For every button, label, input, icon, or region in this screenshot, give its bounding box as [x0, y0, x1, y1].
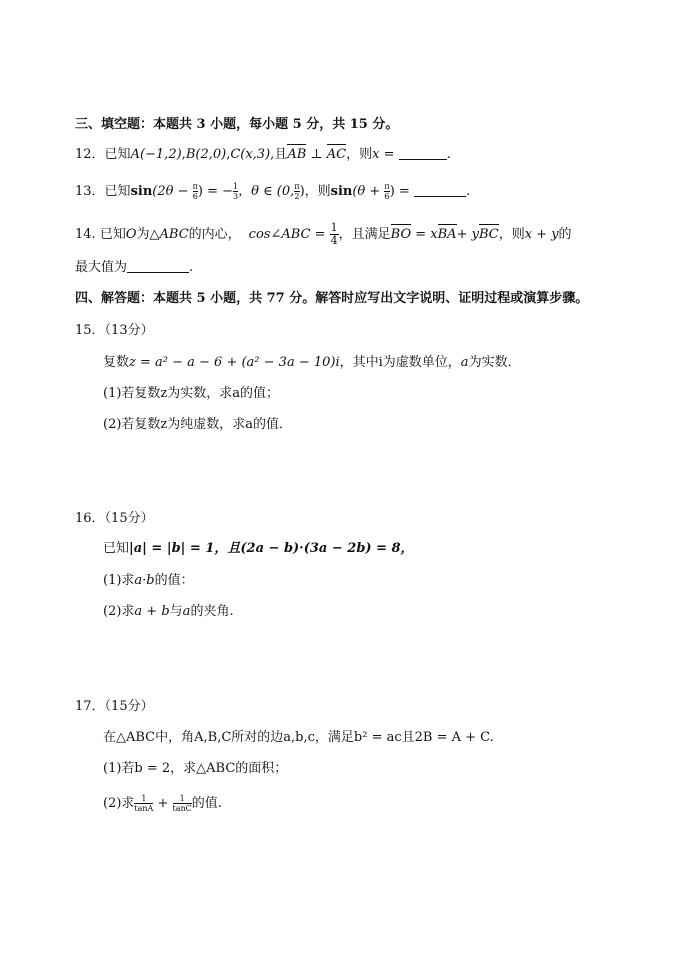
q12-eq: =: [379, 147, 399, 162]
q17-frac-1-tanA: $\frac{1}{\tan A}$: [134, 794, 154, 813]
q14-eq: = x: [411, 227, 438, 242]
q14-mid3: ，且满足: [338, 227, 391, 242]
question-14: [75, 222, 572, 247]
q16-p2-post: 的夹角.: [190, 604, 234, 619]
q14-mid4: ，则: [498, 227, 525, 242]
q13-arg-open: (2θ −: [152, 184, 193, 199]
q13-frac-pi-6b: $\frac{\pi}{6}$: [384, 182, 390, 201]
q14-line2-text: 最大值为: [75, 260, 128, 275]
question-12: 12．已知A(−1,2),B(2,0),C(x,3),且AB ⊥ AC，则x = .: [75, 147, 451, 162]
q12-point-b: B(2,0): [185, 147, 227, 162]
q13-close2: )，则: [299, 184, 331, 199]
q12-point-a: A(−1,2): [130, 147, 182, 162]
q14-xy: x + y: [524, 227, 559, 242]
question-17-header: 17．（15分）: [75, 699, 154, 714]
q14-vector-ba: BA: [437, 227, 457, 242]
q14-frac-1-4: $\frac{1}{4}$: [330, 221, 338, 247]
question-14-line-2: 最大值为 .: [75, 260, 194, 275]
q12-then: ，则: [346, 147, 373, 162]
question-13: 13．已知sin(2θ − $\frac{\pi}{6}$ ) = − $\frac{1}{3}$ ，θ ∈ (0, $\frac{\pi}{2}$ )，则sin(θ + $\frac{\pi}{6}$ ) = .: [75, 182, 471, 201]
q14-cos: cos∠ABC =: [248, 227, 326, 242]
q12-vector-ab: AB: [287, 147, 307, 162]
q13-sin: sin: [130, 184, 153, 199]
q12-x: x: [372, 147, 380, 162]
q12-point-c: C(x,3): [230, 147, 271, 162]
q13-frac-pi-2: $\frac{\pi}{2}$: [294, 182, 300, 201]
q15-a: a: [460, 355, 469, 370]
section-4-title: 四、解答题：本题共 5 小题，共 77 分。解答时应写出文字说明、证明过程或演算步骤。: [75, 291, 589, 306]
section-3-title: 三、填空题：本题共 3 小题，每小题 5 分，共 15 分。: [75, 117, 399, 132]
question-16-part-1: [103, 572, 194, 590]
q13-arg2: (θ +: [352, 184, 385, 199]
q13-theta-in: ，θ ∈ (0,: [238, 184, 295, 199]
q14-pre: 已知: [99, 227, 126, 242]
q12-mid: 且: [274, 147, 288, 162]
q16-stem-pre: 已知: [103, 541, 130, 556]
q16-p2-mid: 与: [169, 604, 183, 619]
q14-answer-blank: [127, 272, 189, 273]
question-15-part-1: (1)若复数z为实数，求a的值；: [103, 386, 280, 401]
q17-p2-post: 的值.: [191, 796, 222, 811]
q14-vector-bc: BC: [478, 227, 499, 242]
question-15-part-2: (2)若复数z为纯虚数，求a的值．: [103, 417, 293, 432]
q14-mid1: 为: [136, 227, 150, 242]
q14-triangle: △ABC: [149, 227, 189, 242]
question-17-stem: 在△ABC中，角A,B,C所对的边a,b,c，满足b² = ac且2B = A + C.: [103, 730, 494, 745]
q16-p1-pre: (1)求: [103, 573, 135, 588]
question-17-part-1: (1)若b = 2，求△ABC的面积；: [103, 761, 288, 776]
q13-end: ) =: [389, 184, 410, 199]
question-15-stem: [103, 354, 521, 372]
q14-vector-bo: BO: [390, 227, 412, 242]
q16-p2-math: a + b: [134, 604, 170, 619]
q15-stem-pre: 复数: [103, 355, 130, 370]
q17-plus: +: [153, 796, 173, 811]
q14-tail: 的: [558, 227, 572, 242]
q15-stem-end: 为实数．: [468, 355, 521, 370]
q14-plus: + y: [456, 227, 479, 242]
q12-number: 12．: [75, 147, 105, 162]
q16-p2-pre: (2)求: [103, 604, 135, 619]
question-15-header: 15．（13分）: [75, 323, 154, 338]
q15-z-expression: z = a² − a − 6 + (a² − 3a − 10)i: [129, 355, 340, 370]
q12-vector-ac: AC: [326, 147, 347, 162]
q13-frac-pi-6: $\frac{\pi}{6}$: [192, 182, 198, 201]
question-17-part-2: [103, 794, 222, 813]
q13-close-eq: ) = −: [197, 184, 233, 199]
q13-pre: 已知: [104, 184, 131, 199]
q12-pre: 已知: [104, 147, 131, 162]
q12-perp: ⊥: [306, 147, 327, 162]
question-16-header: 16．（15分）: [75, 511, 154, 526]
q16-p2-math2: a: [182, 604, 191, 619]
q12-answer-blank: [399, 159, 447, 160]
q14-number: 14.: [75, 227, 100, 242]
q13-answer-blank: [414, 196, 466, 197]
q17-frac-1-tanC: $\frac{1}{\tan C}$: [172, 794, 192, 813]
q16-p1-math: a·b: [134, 573, 155, 588]
q14-o: O: [125, 227, 137, 242]
q14-mid2: 的内心，: [188, 227, 241, 242]
q16-p1-post: 的值：: [154, 573, 194, 588]
q13-number: 13．: [75, 184, 105, 199]
q16-condition: |a| = |b| = 1，且(2a − b)·(3a − 2b) = 8，: [129, 541, 414, 556]
q13-sin2: sin: [330, 184, 353, 199]
q13-frac-1-3: $\frac{1}{3}$: [233, 182, 239, 201]
q17-p2-pre: (2)求: [103, 796, 135, 811]
question-16-part-2: [103, 603, 234, 621]
q15-stem-post: ，其中i为虚数单位，: [339, 355, 461, 370]
question-16-stem: [103, 540, 414, 558]
